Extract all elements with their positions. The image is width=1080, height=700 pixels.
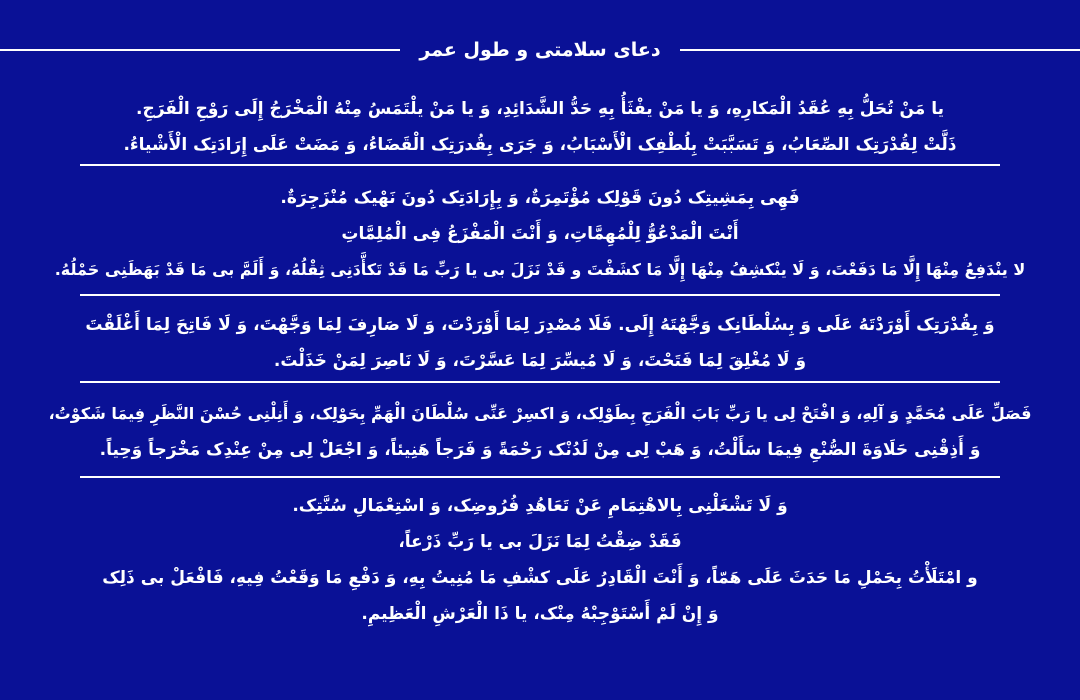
prayer-line: فَهِی بِمَشِیتِک دُونَ قَوْلِک مُؤْتَمِرَةٌ، وَ بِإِرَادَتِک دُونَ نَهْیک مُنْزَجِرَةٌ. (280, 188, 800, 208)
page-title: دعای سلامتی و طول عمر (419, 39, 661, 61)
prayer-line: وَ أَذِقْنِی حَلَاوَةَ الصُّنْعِ فِیمَا سَأَلْتُ، وَ هَبْ لِی مِنْ لَدُنْک رَحْمَةً وَ فَرَجاً هَنِیئاً، وَ اجْعَلْ لِی مِنْ عِنْدِک مَخْرَجاً وَحِیاً. (99, 440, 981, 460)
prayer-line: وَ لَا تَشْغَلْنِی بِالاهْتِمَامِ عَنْ تَعَاهُدِ فُرُوضِک، وَ اسْتِعْمَالِ سُنَّتِک. (292, 496, 788, 516)
section-divider (80, 164, 1000, 166)
prayer-line: ذَلَّتْ لِقُدْرَتِک الصِّعَابُ، وَ تَسَبَّبَتْ بِلُطْفِک الْأَسْبَابُ، وَ جَرَی بِقُدرَتِک الْقَضَاءُ، وَ مَضَتْ عَلَی إِرَادَتِک الْأَشْیاءُ. (123, 135, 957, 155)
prayer-section-5 (40, 488, 1040, 632)
section-divider (80, 294, 1000, 296)
prayer-line: وَ بِقُدْرَتِک أَوْرَدْتَهُ عَلَی وَ بِسُلْطَانِک وَجَّهْتَهُ إِلَی. فَلَا مُصْدِرَ لِمَا أَوْرَدْتَ، وَ لَا صَارِفَ لِمَا وَجَّهْتَ، وَ لَا فَاتِحَ لِمَا أَغْلَقْتَ (85, 315, 995, 335)
prayer-line: فَقَدْ ضِقْتُ لِمَا نَزَلَ بی یا رَبِّ ذَرْعاً، (398, 532, 682, 552)
prayer-line: لا ینْدَفِعُ مِنْهَا إِلَّا مَا دَفَعْتَ، وَ لَا ینْکشِفُ مِنْهَا إِلَّا مَا کشَفْتَ و قَدْ نَزَلَ بی یا رَبِّ مَا قَدْ تَکأَّدَنِی ثِقْلُهُ، وَ أَلَمَّ بی مَا قَدْ بَهَظَنِی حَمْلُهُ. (54, 260, 1026, 279)
prayer-line: و امْتَلَأْتُ بِحَمْلِ مَا حَدَثَ عَلَی هَمّاً، وَ أَنْتَ الْقَادِرُ عَلَی کشْفِ مَا مُنِیتُ بِهِ، وَ دَفْعِ مَا وَقَعْتُ فِیهِ، فَافْعَلْ بی ذَلِک (102, 568, 978, 588)
prayer-section-3 (40, 307, 1040, 379)
prayer-line: وَ إِنْ لَمْ أَسْتَوْجِبْهُ مِنْک، یا ذَا الْعَرْشِ الْعَظِیمِ. (361, 604, 719, 624)
section-divider (80, 476, 1000, 478)
prayer-line: وَ لَا مُغْلِقَ لِمَا فَتَحْتَ، وَ لَا مُیسِّرَ لِمَا عَسَّرْتَ، وَ لَا نَاصِرَ لِمَنْ خَذَلْتَ. (273, 351, 807, 371)
prayer-line: یا مَنْ تُحَلُّ بِهِ عُقَدُ الْمَکارِهِ، وَ یا مَنْ یفْثَأُ بِهِ حَدُّ الشَّدَائِدِ، وَ یا مَنْ یلْتَمَسُ مِنْهُ الْمَخْرَجُ إِلَی رَوْحِ الْفَرَجِ. (136, 99, 944, 119)
prayer-section-4 (40, 396, 1040, 468)
prayer-section-2 (40, 180, 1040, 288)
prayer-line: أَنْتَ الْمَدْعُوُّ لِلْمُهِمَّاتِ، وَ أَنْتَ الْمَفْزَعُ فِی الْمُلِمَّاتِ (341, 224, 739, 244)
header-rule-right (680, 49, 1080, 51)
prayer-section-1 (40, 91, 1040, 163)
page-header (0, 28, 1080, 72)
prayer-line: فَصَلِّ عَلَی مُحَمَّدٍ وَ آلِهِ، وَ افْتَحْ لِی یا رَبِّ بَابَ الْفَرَجِ بِطَوْلِک، وَ اکسِرْ عَنِّی سُلْطَانَ الْهَمِّ بِحَوْلِک، وَ أَنِلْنِی حُسْنَ النَّظَرِ فِیمَا شَکوْتُ، (48, 404, 1032, 423)
header-rule-left (0, 49, 400, 51)
section-divider (80, 381, 1000, 383)
